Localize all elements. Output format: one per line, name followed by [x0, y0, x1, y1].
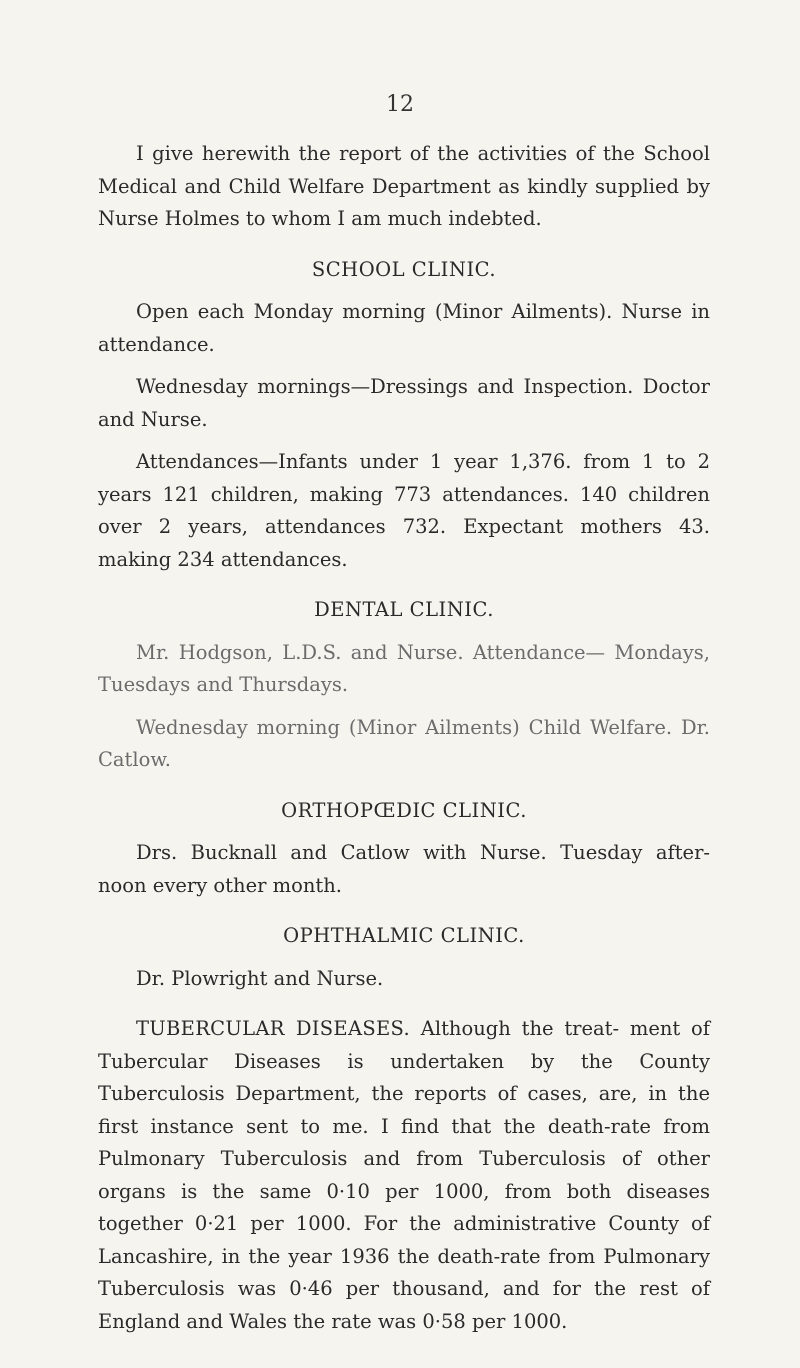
dental-clinic-paragraph-1: Mr. Hodgson, L.D.S. and Nurse. Attendance— Mondays, Tuesdays and Thursdays.	[98, 640, 710, 696]
school-clinic-heading: SCHOOL CLINIC.	[311, 257, 497, 281]
page-number: 12	[386, 92, 414, 117]
tubercular-paragraph	[98, 1013, 710, 1338]
tubercular-text: Although the treat- ment of Tubercular Diseases is undertaken by the County Tuberculosis Department, the reports of cases, are, in the first instance sent to me. I find that the death-rate from Pulmonary Tuberculosis and from Tuberculosis of other organs is the same 0·10 per 1000, from both diseases together 0·21 per 1000. For the administrative County of Lancashire, in the year 1936 the death-rate from Pulmonary Tuberculosis was 0·46 per thousand, and for the rest of England and Wales the rate was 0·58 per 1000.	[98, 1017, 710, 1333]
school-clinic-paragraph-3: Attendances—Infants under 1 year 1,376. from 1 to 2 years 121 children, making 773 attendances. 140 children over 2 years, attendances 732. Expectant mothers 43. making 234 attendances.	[98, 450, 710, 571]
dental-clinic-heading: DENTAL CLINIC.	[314, 598, 494, 621]
orthopaedic-clinic-paragraph: Drs. Bucknall and Catlow with Nurse. Tuesday after- noon every other month.	[98, 841, 710, 897]
ophthalmic-clinic-paragraph: Dr. Plowright and Nurse.	[136, 966, 384, 990]
school-clinic-paragraph-2: Wednesday mornings—Dressings and Inspection. Doctor and Nurse.	[98, 375, 710, 431]
tubercular-heading: TUBERCULAR DISEASES.	[136, 1017, 410, 1040]
dental-clinic-paragraph-2: Wednesday morning (Minor Ailments) Child Welfare. Dr. Catlow.	[98, 715, 710, 771]
report-body	[98, 138, 710, 1338]
intro-paragraph: I give herewith the report of the activities of the School Medical and Child Welfare Department as kindly supplied by Nurse Holmes to whom I am much indebted.	[98, 142, 710, 230]
school-clinic-paragraph-1: Open each Monday morning (Minor Ailments). Nurse in attendance.	[98, 300, 710, 356]
orthopaedic-clinic-heading: ORTHOPŒDIC CLINIC.	[281, 798, 527, 822]
ophthalmic-clinic-heading: OPHTHALMIC CLINIC.	[283, 924, 525, 947]
